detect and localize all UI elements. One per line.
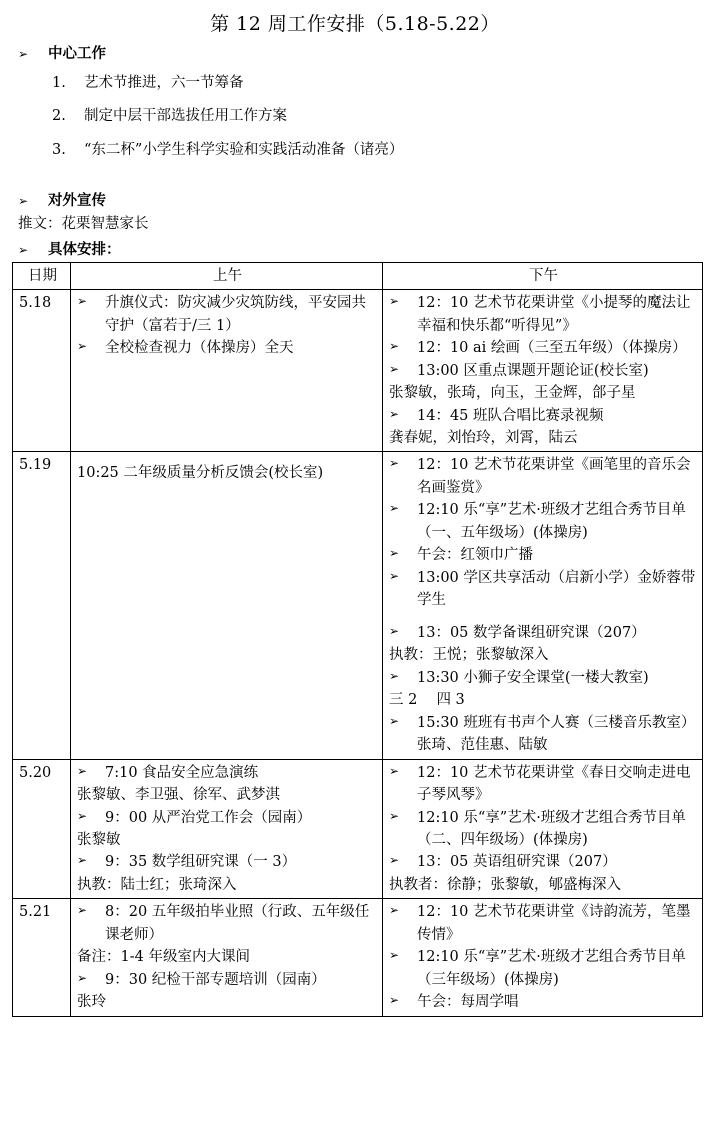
arrow-bullet-icon: ➢ bbox=[77, 853, 88, 868]
arrow-bullet-icon: ➢ bbox=[389, 903, 400, 918]
schedule-note: 三 2 四 3 bbox=[389, 692, 465, 709]
schedule-item bbox=[389, 712, 698, 757]
date-cell: 5.20 bbox=[13, 759, 71, 899]
schedule-note: 备注：1-4 年级室内大课间 bbox=[77, 949, 250, 966]
table-row bbox=[13, 452, 703, 759]
afternoon-cell bbox=[383, 452, 703, 759]
item-number: 3. bbox=[52, 141, 66, 158]
section-publicity-heading: ➢ 对外宣传 bbox=[18, 192, 106, 210]
morning-cell bbox=[71, 290, 383, 452]
schedule-item-text: 13:00 区重点课题开题论证(校长室) bbox=[417, 362, 649, 379]
publicity-text: 推文：花栗智慧家长 bbox=[18, 215, 149, 232]
schedule-item bbox=[77, 851, 378, 873]
spacer bbox=[389, 612, 698, 622]
table-row bbox=[13, 759, 703, 899]
schedule-item-text: 全校检查视力（体操房）全天 bbox=[105, 340, 294, 357]
arrow-bullet-icon: ➢ bbox=[18, 243, 29, 258]
schedule-note: 张玲 bbox=[77, 994, 106, 1011]
schedule-note: 张黎敏、李卫强、徐军、武梦淇 bbox=[77, 787, 280, 804]
arrow-bullet-icon: ➢ bbox=[77, 903, 88, 918]
schedule-item-text: 13：05 英语组研究课（207） bbox=[417, 854, 617, 871]
schedule-note: 执教者：徐静；张黎敏，郇盛梅深入 bbox=[389, 876, 621, 893]
schedule-item-text: 午会：红领巾广播 bbox=[417, 547, 533, 564]
schedule-item bbox=[77, 762, 378, 784]
schedule-item bbox=[389, 292, 698, 337]
schedule-item-text: 9：35 数学组研究课（一 3） bbox=[105, 854, 297, 871]
afternoon-cell bbox=[383, 290, 703, 452]
arrow-bullet-icon: ➢ bbox=[389, 546, 400, 561]
arrow-bullet-icon: ➢ bbox=[389, 763, 400, 778]
schedule-item-text: 7:10 食品安全应急演练 bbox=[105, 764, 259, 781]
schedule-item bbox=[389, 499, 698, 544]
date-cell: 5.21 bbox=[13, 899, 71, 1016]
schedule-item bbox=[77, 807, 378, 829]
schedule-item-text: 12：10 艺术节花栗讲堂《画笔里的音乐会名画鉴赏》 bbox=[417, 457, 691, 496]
schedule-note: 10:25 二年级质量分析反馈会(校长室) bbox=[77, 465, 324, 482]
arrow-bullet-icon: ➢ bbox=[389, 668, 400, 683]
schedule-item bbox=[389, 360, 698, 382]
schedule-item bbox=[389, 807, 698, 852]
arrow-bullet-icon: ➢ bbox=[389, 361, 400, 376]
header-morning: 上午 bbox=[71, 262, 383, 289]
arrow-bullet-icon: ➢ bbox=[77, 808, 88, 823]
item-text: 艺术节推进，六一节筹备 bbox=[84, 74, 244, 91]
schedule-item-text: 15:30 班班有书声个人赛（三楼音乐教室）张琦、范佳惠、陆敏 bbox=[417, 714, 696, 754]
arrow-bullet-icon: ➢ bbox=[389, 294, 400, 309]
schedule-item bbox=[389, 544, 698, 566]
item-text: “东二杯”小学生科学实验和实践活动准备（诸亮） bbox=[84, 141, 404, 158]
schedule-item-text: 13:30 小狮子安全课堂(一楼大教室) bbox=[417, 669, 649, 686]
morning-cell bbox=[71, 759, 383, 899]
schedule-item-text: 12:10 乐“享”艺术·班级才艺组合秀节目单（二、四年级场）(体操房) bbox=[417, 809, 686, 848]
schedule-item bbox=[389, 762, 698, 807]
date-cell: 5.18 bbox=[13, 290, 71, 452]
schedule-note: 龚春妮，刘怡玲，刘霄，陆云 bbox=[389, 430, 578, 446]
afternoon-cell bbox=[383, 899, 703, 1016]
arrow-bullet-icon: ➢ bbox=[389, 623, 400, 638]
schedule-item-text: 12:10 乐“享”艺术·班级才艺组合秀节目单（三年级场）(体操房) bbox=[417, 949, 686, 988]
schedule-item bbox=[389, 337, 698, 359]
schedule-item bbox=[389, 454, 698, 499]
arrow-bullet-icon: ➢ bbox=[389, 713, 400, 728]
arrow-bullet-icon: ➢ bbox=[389, 339, 400, 354]
center-work-item bbox=[52, 105, 710, 127]
schedule-item-text: 12：10 艺术节花栗讲堂《诗韵流芳，笔墨传情》 bbox=[417, 904, 691, 943]
afternoon-cell bbox=[383, 759, 703, 899]
item-number: 1. bbox=[52, 74, 66, 91]
schedule-item bbox=[77, 337, 378, 359]
schedule-item-text: 午会：每周学唱 bbox=[417, 994, 519, 1011]
center-work-item bbox=[52, 72, 710, 94]
arrow-bullet-icon: ➢ bbox=[389, 568, 400, 583]
schedule-item-text: 12：10 艺术节花栗讲堂《小提琴的魔法让幸福和快乐都“听得见”》 bbox=[417, 295, 691, 334]
schedule-item bbox=[77, 969, 378, 991]
schedule-note: 张黎敏 bbox=[77, 831, 121, 848]
arrow-bullet-icon: ➢ bbox=[18, 47, 29, 62]
schedule-note: 张黎敏，张琦，向玉，王金辉，郃子星 bbox=[389, 385, 636, 402]
arrow-bullet-icon: ➢ bbox=[77, 339, 88, 354]
schedule-item bbox=[389, 405, 698, 427]
schedule-item bbox=[389, 901, 698, 946]
center-work-list bbox=[0, 72, 710, 161]
schedule-item-text: 14：45 班队合唱比赛录视频 bbox=[417, 407, 604, 424]
schedule-item-text: 12：10 艺术节花栗讲堂《春日交响走进电子琴风琴》 bbox=[417, 764, 691, 804]
date-cell: 5.19 bbox=[13, 452, 71, 759]
schedule-item-text: 8：20 五年级拍毕业照（行政、五年级任课老师） bbox=[105, 904, 370, 943]
schedule-item-text: 9：00 从严治党工作会（园南） bbox=[105, 809, 312, 826]
arrow-bullet-icon: ➢ bbox=[389, 406, 400, 421]
schedule-item bbox=[389, 567, 698, 612]
arrow-bullet-icon: ➢ bbox=[389, 948, 400, 963]
header-afternoon: 下午 bbox=[383, 262, 703, 289]
table-header-row bbox=[13, 262, 703, 289]
item-text: 制定中层干部选拔任用工作方案 bbox=[84, 108, 287, 125]
arrow-bullet-icon: ➢ bbox=[389, 808, 400, 823]
schedule-item bbox=[389, 851, 698, 873]
section-center-heading: ➢ 中心工作 bbox=[18, 45, 106, 63]
schedule-item-text: 13:00 学区共享活动（启新小学）金娇蓉带学生 bbox=[417, 569, 696, 609]
schedule-item-text: 12:10 乐“享”艺术·班级才艺组合秀节目单（一、五年级场）(体操房) bbox=[417, 502, 686, 541]
arrow-bullet-icon: ➢ bbox=[389, 853, 400, 868]
schedule-item bbox=[389, 622, 698, 644]
schedule-note: 执教：陆士红；张琦深入 bbox=[77, 876, 237, 893]
schedule-item bbox=[389, 667, 698, 689]
schedule-item bbox=[77, 901, 378, 946]
schedule-item-text: 9：30 纪检干部专题培训（园南） bbox=[105, 971, 326, 988]
arrow-bullet-icon: ➢ bbox=[18, 194, 29, 209]
header-date: 日期 bbox=[13, 262, 71, 289]
schedule-item-text: 13：05 数学备课组研究课（207） bbox=[417, 624, 646, 641]
arrow-bullet-icon: ➢ bbox=[389, 993, 400, 1008]
schedule-item-text: 12：10 ai 绘画（三至五年级）（体操房） bbox=[417, 340, 687, 357]
arrow-bullet-icon: ➢ bbox=[77, 763, 88, 778]
morning-cell bbox=[71, 899, 383, 1016]
schedule-table bbox=[12, 262, 703, 1017]
schedule-item-text: 升旗仪式：防灾减少灾筑防线，平安园共守护（富若于/三 1） bbox=[105, 295, 366, 334]
item-number: 2. bbox=[52, 108, 66, 125]
morning-cell bbox=[71, 452, 383, 759]
schedule-item bbox=[389, 946, 698, 991]
arrow-bullet-icon: ➢ bbox=[389, 501, 400, 516]
table-row bbox=[13, 899, 703, 1016]
page-title: 第 12 周工作安排（5.18-5.22） bbox=[210, 13, 500, 35]
center-work-item bbox=[52, 139, 710, 161]
schedule-item bbox=[389, 991, 698, 1013]
schedule-item bbox=[77, 292, 378, 337]
arrow-bullet-icon: ➢ bbox=[389, 456, 400, 471]
table-row bbox=[13, 290, 703, 452]
arrow-bullet-icon: ➢ bbox=[77, 294, 88, 309]
section-schedule-heading: ➢ 具体安排： bbox=[18, 241, 121, 259]
arrow-bullet-icon: ➢ bbox=[77, 970, 88, 985]
schedule-note: 执教：王悦；张黎敏深入 bbox=[389, 647, 549, 664]
